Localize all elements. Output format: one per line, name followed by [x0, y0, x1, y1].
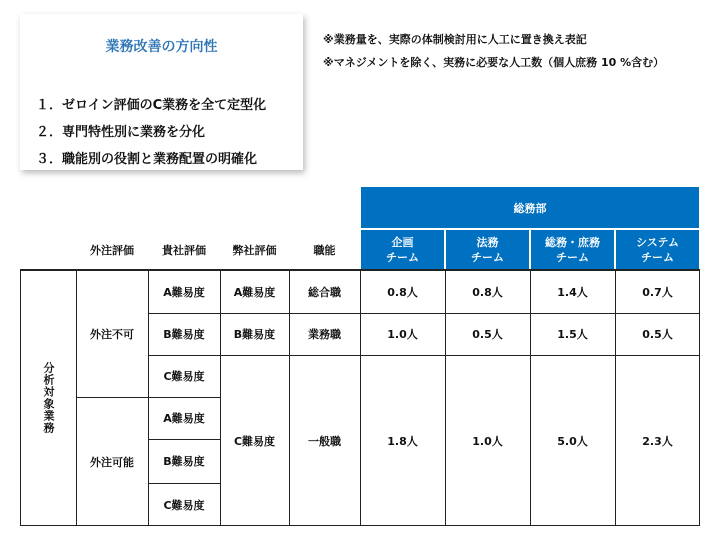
outsource-not-possible: 外注不可: [90, 327, 134, 341]
col-rule: [530, 270, 531, 526]
col-rule: [20, 270, 21, 526]
role-cell: 業務職: [308, 328, 341, 341]
our-eval-cell: A難易度: [233, 285, 276, 299]
client-eval-cell: B難易度: [163, 328, 205, 341]
header-client-eval: 貴社評価: [162, 243, 206, 257]
value-cell: 0.5人: [472, 328, 503, 341]
col-rule: [148, 270, 149, 526]
row-rule: [148, 355, 700, 356]
value-cell: 0.7人: [642, 285, 673, 299]
value-cell: 0.8人: [472, 285, 503, 299]
value-cell: 1.0人: [472, 434, 503, 448]
col-rule: [445, 270, 446, 526]
col-rule: [289, 270, 290, 526]
client-eval-cell: A難易度: [163, 412, 205, 425]
direction-title: 業務改善の方向性: [105, 39, 218, 55]
header-role: 職能: [313, 243, 336, 257]
client-eval-cell: C難易度: [163, 498, 205, 512]
group-header: 総務部: [360, 186, 700, 229]
col-rule: [76, 270, 77, 526]
role-cell: 総合職: [308, 285, 341, 299]
team-header-legal: 法務 チーム: [445, 229, 530, 270]
value-cell: 1.4人: [557, 285, 588, 299]
team-header-system: システム チーム: [615, 229, 700, 270]
header-outsource-eval: 外注評価: [90, 243, 134, 257]
client-eval-cell: B難易度: [163, 455, 205, 468]
value-cell: 2.3人: [642, 434, 673, 448]
value-cell: 1.8人: [387, 434, 418, 448]
value-cell: 1.5人: [557, 328, 588, 341]
col-rule: [699, 270, 700, 526]
outsource-possible: 外注可能: [90, 455, 134, 469]
our-eval-cell: C難易度: [233, 434, 276, 448]
team-header-general: 総務・庶務 チーム: [530, 229, 615, 270]
direction-list: [36, 92, 266, 173]
direction-item: ３．職能別の役割と業務配置の明確化: [36, 152, 258, 167]
row-rule: [148, 483, 220, 484]
value-cell: 5.0人: [557, 434, 588, 448]
notes: [323, 28, 664, 74]
header-our-eval: 弊社評価: [232, 243, 277, 257]
row-rule: [148, 313, 700, 314]
col-rule: [360, 270, 361, 526]
col-rule: [220, 270, 221, 526]
client-eval-cell: A難易度: [163, 285, 205, 299]
direction-item: ２．専門特性別に業務を分化: [36, 125, 206, 140]
note-line: ※マネジメントを除く、実務に必要な人工数（個人庶務 10 %含む）: [323, 56, 665, 69]
role-cell: 一般職: [308, 434, 341, 448]
value-cell: 0.8人: [387, 285, 418, 299]
side-label: 分析対象業務: [42, 362, 55, 434]
team-header-planning: 企画 チーム: [360, 229, 445, 270]
direction-item: １．ゼロイン評価のC業務を全て定型化: [36, 98, 267, 113]
value-cell: 0.5人: [642, 328, 673, 341]
note-line: ※業務量を、実際の体制検討用に人工に置き換え表記: [323, 33, 587, 46]
value-cell: 1.0人: [387, 328, 418, 341]
our-eval-cell: B難易度: [233, 328, 276, 341]
col-rule: [615, 270, 616, 526]
row-rule: [148, 439, 220, 440]
direction-box: [20, 14, 303, 170]
client-eval-cell: C難易度: [163, 370, 205, 383]
